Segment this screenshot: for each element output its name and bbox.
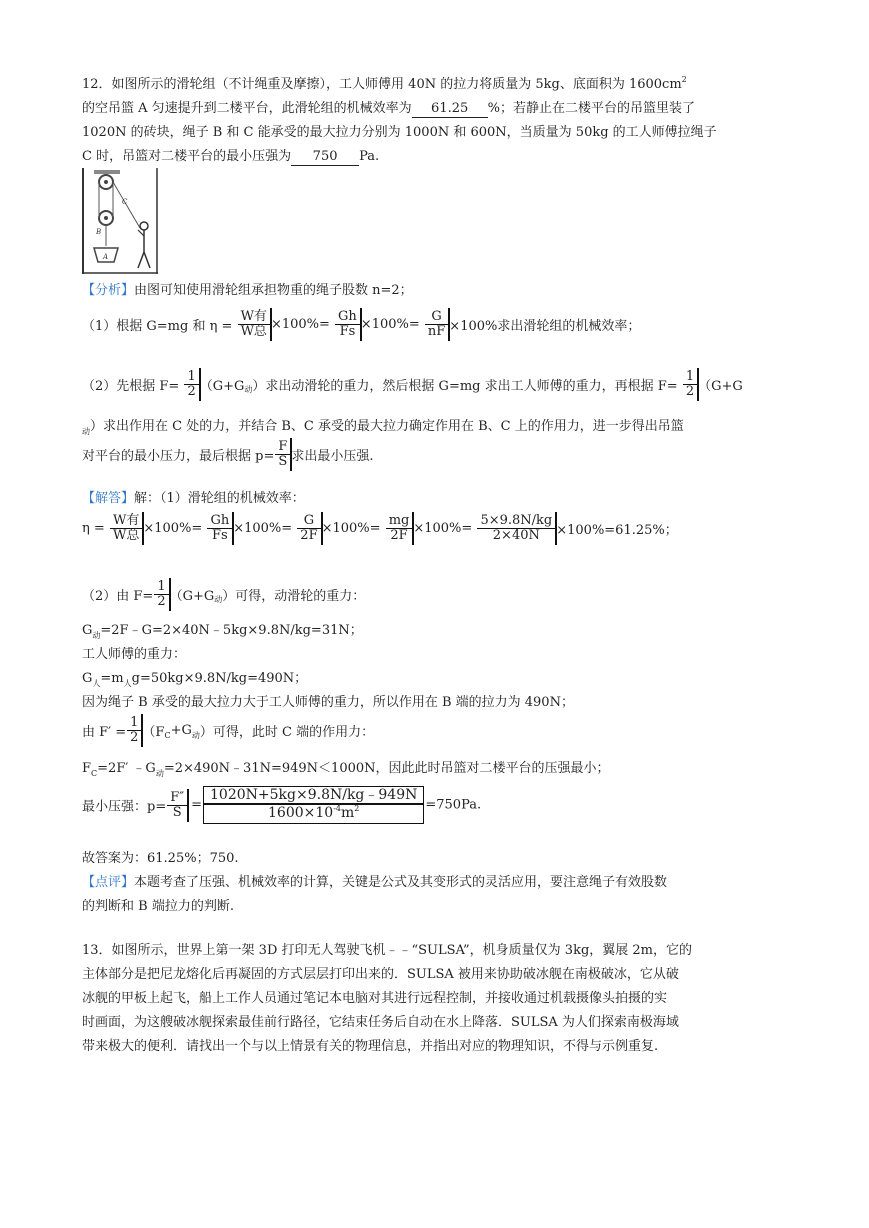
svg-text:B: B	[96, 228, 102, 236]
q13-line-4: 时画面，为这艘破冰舰探索最佳前行路径，它结束任务后自动在水上降落．SULSA 为人们探索南极海域	[82, 1015, 679, 1030]
final-answer: 故答案为：61.25%；750.	[82, 851, 239, 866]
q12-line-2: 的空吊篮 A 匀速提升到二楼平台，此滑轮组的机械效率为 61.25 %；若静止在二楼平台的吊篮里装了	[82, 101, 696, 116]
q12-line-1: 12．如图所示的滑轮组（不计绳重及摩擦），工人师傅用 40N 的拉力将质量为 5kg、底面积为 $1600cm^2$	[82, 75, 687, 92]
answer-line-6: $G_人=m_人g=50kg\times 9.8N/kg=490N$；	[82, 671, 308, 688]
analysis-line-2: （1）根据 G=mg 和 η = W有 W总 ×100%= $\frac{Gh}{Fs}$ ×100%= $\frac{G}{nF}$ ×100%求出滑轮组的机械效率；	[82, 309, 641, 339]
fraction-half: $\frac{1}{2}$	[683, 370, 697, 399]
answer-line-10: 最小压强：p= $\frac{F''}{S}$ = $\frac{1020N+5kg\times 9.8N/kg﹣949N}{1600\times 10^{-4}m^2}$ =750Pa.	[82, 786, 481, 824]
fraction-w-ratio: W有 W总	[238, 310, 270, 339]
answer-line-4: $G_动=2F﹣G=2\times 40N﹣5kg\times 9.8N/kg=31N$；	[82, 623, 363, 640]
answer-blank-2: 750	[291, 149, 359, 166]
q12-line-4: C 时，吊篮对二楼平台的最小压强为 750 Pa.	[82, 149, 380, 164]
answer-line-3: （2）由 F= $\frac{1}{2}$ $(G+G_动)$可得，动滑轮的重力：	[82, 579, 366, 609]
analysis-line-5: 对平台的最小压力，最后根据 p= $\frac{F}{S}$ 求出最小压强.	[82, 439, 374, 469]
svg-text:C: C	[122, 198, 128, 206]
q13-line-2: 主体部分是把尼龙熔化后再凝固的方式层层打印出来的．SULSA 被用来协助破冰舰在南极破冰，它从破	[82, 967, 679, 982]
answer-line-5: 工人师傅的重力：	[82, 647, 187, 662]
answer-tag: 【解答】	[82, 491, 135, 506]
fraction-half: $\frac{1}{2}$	[184, 370, 198, 399]
answer-line-1: 【解答】解：（1）滑轮组的机械效率：	[82, 491, 305, 506]
analysis-line-1: 【分析】由图可知使用滑轮组承担物重的绳子股数 n=2；	[82, 283, 413, 298]
analysis-tag: 【分析】	[82, 283, 135, 298]
fraction-g-nf: $\frac{G}{nF}$	[425, 310, 448, 339]
answer-line-2: η = W有 W总 ×100%= $\frac{Gh}{Fs}$ ×100%= $\frac{G}{2F}$ ×100%= $\frac{mg}{2F}$ ×100%= $\frac{5\times 9.8N/kg}{2\times 40N}$ ×100%=61.25%；	[82, 513, 678, 543]
q12-line-3: 1020N 的砖块，绳子 B 和 C 能承受的最大拉力分别为 1000N 和 600N，当质量为 50kg 的工人师傅拉绳子	[82, 125, 717, 140]
fraction-numeric: $\frac{5\times 9.8N/kg}{2\times 40N}$	[477, 514, 555, 543]
comment-tag: 【点评】	[82, 875, 135, 890]
fraction-pressure: $\frac{1020N+5kg\times 9.8N/kg﹣949N}{1600\times 10^{-4}m^2}$	[203, 786, 424, 824]
q13-line-3: 冰舰的甲板上起飞，船上工作人员通过笔记本电脑对其进行远程控制，并接收通过机载摄像头拍摄的实	[82, 991, 668, 1006]
svg-text:A: A	[103, 253, 109, 261]
fraction-f-s: $\frac{F}{S}$	[275, 440, 290, 469]
answer-line-9: $F_C=2F'$ $﹣G_动=2\times 490N﹣31N=949N<1000N$，因此此时吊篮对二楼平台的压强最小；	[82, 761, 610, 778]
answer-line-8: 由 F′ = $\frac{1}{2}$ $(F_C+G_动)$可得，此时 C 端的作用力：	[82, 715, 375, 745]
q13-line-5: 带来极大的便利．请找出一个与以上情景有关的物理信息，并指出对应的物理知识，不得与示例重复.	[82, 1039, 659, 1054]
answer-blank-1: 61.25	[412, 101, 488, 118]
q13-line-1: 13．如图所示，世界上第一架 3D 打印无人驾驶飞机﹣﹣“SULSA”，机身质量仅为 3kg，翼展 2m，它的	[82, 943, 693, 958]
comment-line-1: 【点评】本题考查了压强、机械效率的计算，关键是公式及其变形式的灵活应用，要注意绳子有效股数	[82, 875, 668, 890]
analysis-line-4: $_动$）求出作用在 C 处的力，并结合 B、C 承受的最大拉力确定作用在 B、C 上的作用力，进一步得出吊篮	[82, 419, 684, 436]
answer-line-7: 因为绳子 B 承受的最大拉力大于工人师傅的重力，所以作用在 B 端的拉力为 490N；	[82, 695, 574, 710]
pulley-figure	[82, 168, 158, 274]
analysis-line-3: （2）先根据 F= $\frac{1}{2}$ $(G+G_动)$求出动滑轮的重力，然后根据 G=mg 求出工人师傅的重力，再根据 F= $\frac{1}{2}$ （G+G	[82, 369, 743, 399]
comment-line-2: 的判断和 B 端拉力的判断.	[82, 899, 234, 914]
fraction-gh-fs: $\frac{Gh}{Fs}$	[335, 310, 360, 339]
